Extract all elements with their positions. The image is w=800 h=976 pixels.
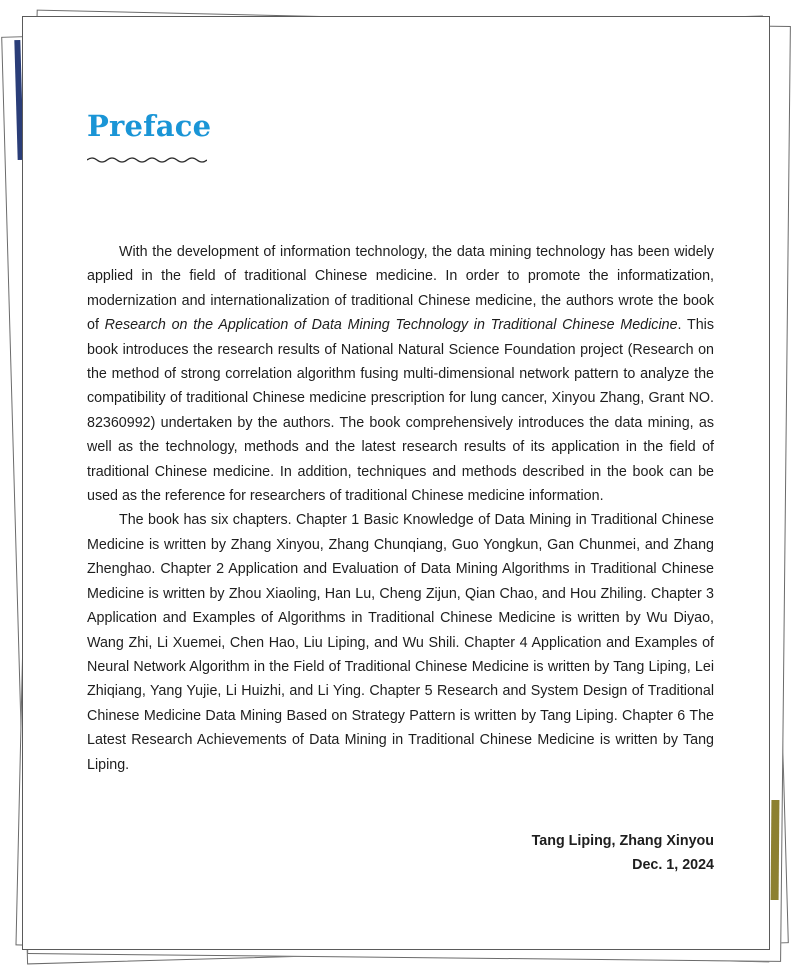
- page-title: Preface: [87, 109, 212, 143]
- page-edge-decoration: [771, 800, 780, 900]
- title-squiggle-underline: [87, 155, 207, 165]
- preface-body: [87, 240, 714, 777]
- book-title: Research on the Application of Data Mining Technology in Traditional Chinese Medicine: [104, 317, 678, 334]
- paragraph-text: . This book introduces the research results of National Natural Science Foundation project (Research on the method of strong correlation algorithm fusing multi-dimensional network pattern to analyze the compatibility of traditional Chinese medicine prescription for lung cancer, Xinyou Zhang, Grant NO. 82360992) undertaken by the authors. The book comprehensively introduces the data mining, as well as the technology, methods and the latest research results of its application in the field of traditional Chinese medicine. In addition, techniques and methods described in the book can be used as the reference for researchers of traditional Chinese medicine information.: [87, 317, 714, 505]
- signature-date: Dec. 1, 2024: [632, 857, 714, 874]
- paragraph: [87, 240, 714, 508]
- document-page: [22, 16, 770, 950]
- paragraph-text: With the development of information technology, the data mining technology has been widely applied in the field of traditional Chinese medicine. In order to promote the informatization, modernization and internationalization of traditional Chinese medicine, the authors wrote the book of: [87, 244, 714, 334]
- signature-authors: Tang Liping, Zhang Xinyou: [531, 833, 714, 849]
- signature-block: [423, 829, 714, 878]
- paragraph: The book has six chapters. Chapter 1 Basic Knowledge of Data Mining in Traditional Chinese Medicine is written by Zhang Xinyou, Zhang Chunqiang, Guo Yongkun, Gan Chunmei, and Zhang Zhenghao. Chapter 2 Application and Evaluation of Data Mining Algorithms in Traditional Chinese Medicine is written by Zhou Xiaoling, Han Lu, Cheng Zijun, Qian Chao, and Hou Zhiling. Chapter 3 Application and Examples of Algorithms in Traditional Chinese Medicine is written by Wu Diyao, Wang Zhi, Li Xuemei, Chen Hao, Liu Liping, and Wu Shili. Chapter 4 Application and Examples of Neural Network Algorithm in the Field of Traditional Chinese Medicine is written by Tang Liping, Lei Zhiqiang, Yang Yujie, Li Huizhi, and Li Ying. Chapter 5 Research and System Design of Traditional Chinese Medicine Data Mining Based on Strategy Pattern is written by Tang Liping. Chapter 6 The Latest Research Achievements of Data Mining in Traditional Chinese Medicine is written by Tang Liping.: [87, 512, 714, 773]
